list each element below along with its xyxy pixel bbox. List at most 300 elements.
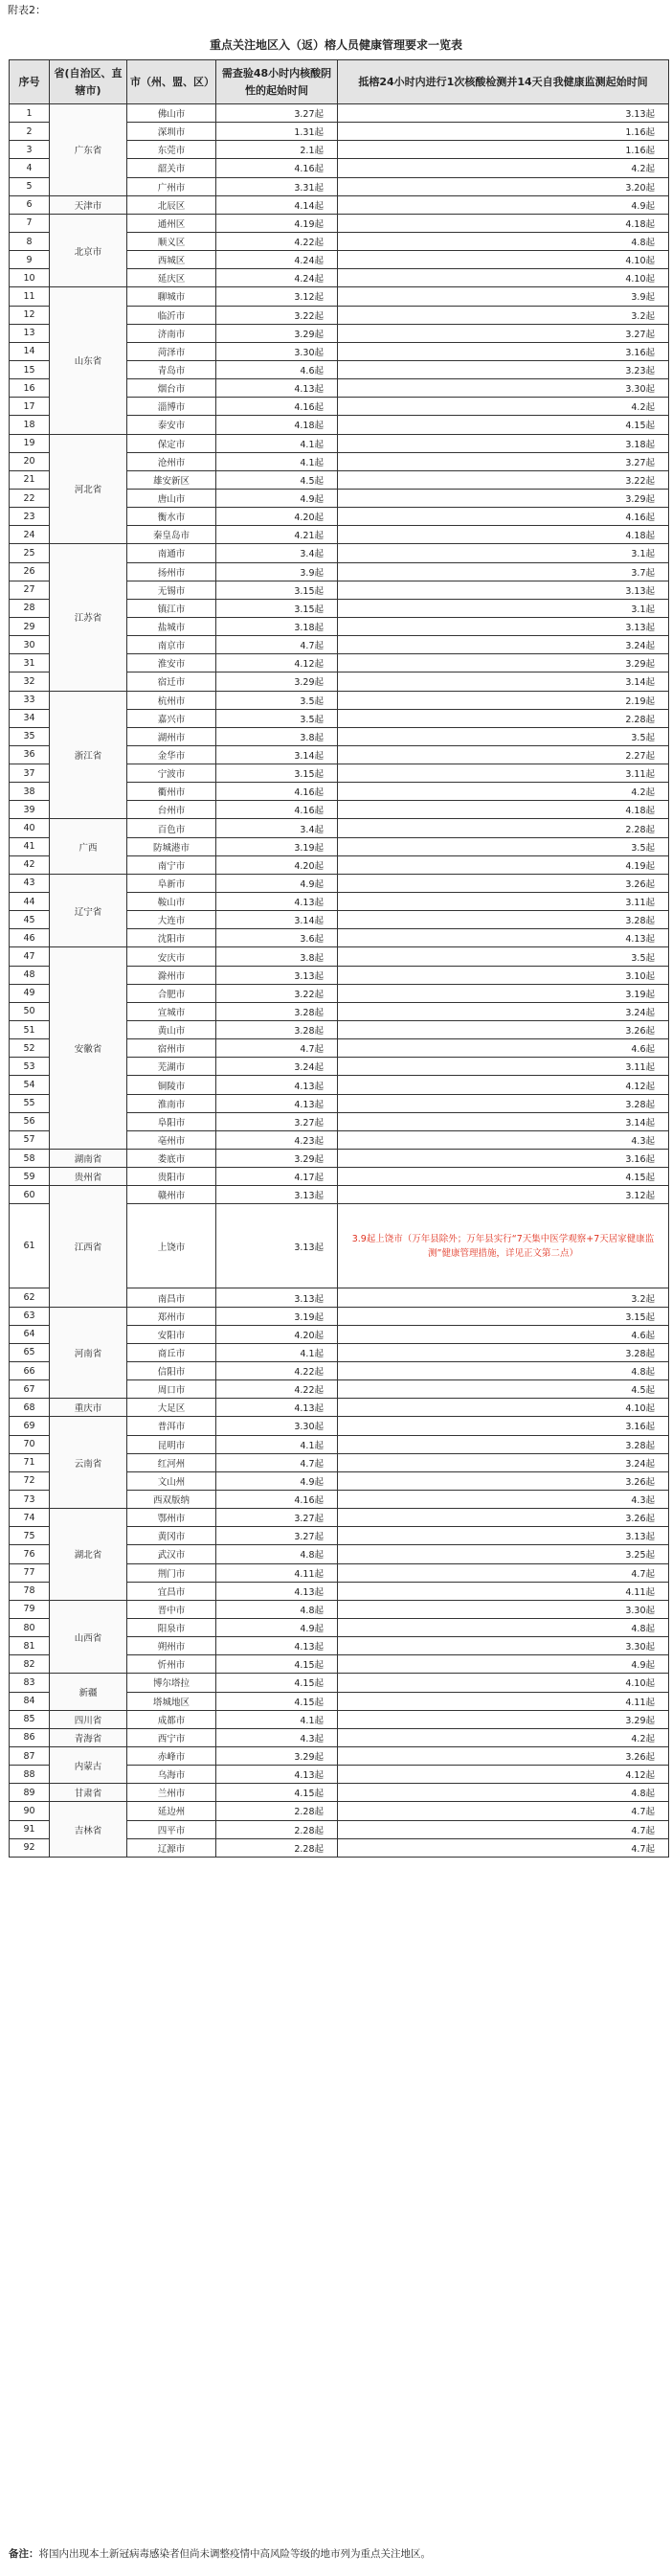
nucleic-test-start-cell: 4.13起: [216, 1094, 338, 1112]
monitoring-start-cell: 4.13起: [338, 929, 669, 947]
row-number: 66: [10, 1362, 50, 1380]
row-number: 45: [10, 911, 50, 929]
city-cell: 保定市: [127, 434, 216, 452]
nucleic-test-start-cell: 3.24起: [216, 1058, 338, 1076]
row-number: 28: [10, 599, 50, 617]
nucleic-test-start-cell: 4.14起: [216, 195, 338, 214]
monitoring-start-cell: 4.6起: [338, 1325, 669, 1343]
city-cell: 安阳市: [127, 1325, 216, 1343]
monitoring-start-cell: 3.20起: [338, 177, 669, 195]
monitoring-start-cell: 4.16起: [338, 508, 669, 526]
row-number: 16: [10, 379, 50, 398]
city-cell: 朔州市: [127, 1637, 216, 1655]
monitoring-start-cell: 4.7起: [338, 1838, 669, 1857]
monitoring-start-cell: 3.18起: [338, 434, 669, 452]
monitoring-start-cell: 1.16起: [338, 123, 669, 141]
row-number: 60: [10, 1186, 50, 1204]
city-cell: 辽源市: [127, 1838, 216, 1857]
nucleic-test-start-cell: 4.16起: [216, 801, 338, 819]
row-number: 58: [10, 1150, 50, 1168]
nucleic-test-start-cell: 4.13起: [216, 1637, 338, 1655]
city-cell: 文山州: [127, 1471, 216, 1490]
city-cell: 聊城市: [127, 287, 216, 306]
province-cell: 新疆: [50, 1674, 127, 1710]
monitoring-start-cell: 3.29起: [338, 1710, 669, 1728]
row-number: 38: [10, 783, 50, 801]
monitoring-start-cell: 3.16起: [338, 1417, 669, 1435]
header-province: 省(自治区、直辖市): [50, 60, 127, 104]
nucleic-test-start-cell: 3.30起: [216, 342, 338, 360]
monitoring-start-cell: 4.18起: [338, 801, 669, 819]
row-number: 91: [10, 1820, 50, 1838]
province-cell: 湖南省: [50, 1150, 127, 1168]
city-cell: 淮安市: [127, 654, 216, 672]
city-cell: 乌海市: [127, 1766, 216, 1784]
monitoring-start-cell: 2.28起: [338, 709, 669, 727]
nucleic-test-start-cell: 4.15起: [216, 1692, 338, 1710]
nucleic-test-start-cell: 3.27起: [216, 1527, 338, 1545]
monitoring-start-cell: 3.13起: [338, 581, 669, 599]
monitoring-start-cell: 1.16起: [338, 141, 669, 159]
row-number: 83: [10, 1674, 50, 1692]
city-cell: 赤峰市: [127, 1746, 216, 1765]
table-row: [10, 1417, 669, 1435]
note-label: 备注：: [9, 2548, 39, 2560]
nucleic-test-start-cell: 4.8起: [216, 1600, 338, 1618]
row-number: 77: [10, 1563, 50, 1582]
city-cell: 阜阳市: [127, 1112, 216, 1130]
health-requirements-table: [9, 59, 669, 1858]
table-row: [10, 1728, 669, 1746]
city-cell: 信阳市: [127, 1362, 216, 1380]
province-cell: 河南省: [50, 1307, 127, 1399]
monitoring-start-cell: 3.29起: [338, 489, 669, 507]
row-number: 72: [10, 1471, 50, 1490]
monitoring-start-cell: 3.29起: [338, 654, 669, 672]
table-row: [10, 214, 669, 232]
nucleic-test-start-cell: 3.27起: [216, 1509, 338, 1527]
nucleic-test-start-cell: 3.19起: [216, 837, 338, 855]
monitoring-start-cell: 3.13起: [338, 617, 669, 635]
city-cell: 无锡市: [127, 581, 216, 599]
city-cell: 扬州市: [127, 562, 216, 581]
nucleic-test-start-cell: 4.5起: [216, 470, 338, 489]
monitoring-start-cell: 3.24起: [338, 1002, 669, 1020]
nucleic-test-start-cell: 3.5起: [216, 691, 338, 709]
monitoring-start-cell: 4.7起: [338, 1820, 669, 1838]
row-number: 10: [10, 269, 50, 287]
monitoring-start-cell: 4.7起: [338, 1563, 669, 1582]
table-row: [10, 874, 669, 892]
row-number: 59: [10, 1168, 50, 1186]
row-number: 62: [10, 1288, 50, 1307]
monitoring-start-cell: 4.2起: [338, 783, 669, 801]
row-number: 84: [10, 1692, 50, 1710]
city-cell: 泰安市: [127, 416, 216, 434]
row-number: 75: [10, 1527, 50, 1545]
city-cell: 烟台市: [127, 379, 216, 398]
nucleic-test-start-cell: 3.4起: [216, 544, 338, 562]
row-number: 31: [10, 654, 50, 672]
row-number: 63: [10, 1307, 50, 1325]
row-number: 5: [10, 177, 50, 195]
row-number: 65: [10, 1343, 50, 1361]
row-number: 7: [10, 214, 50, 232]
nucleic-test-start-cell: 3.29起: [216, 1150, 338, 1168]
row-number: 74: [10, 1509, 50, 1527]
row-number: 9: [10, 251, 50, 269]
row-number: 32: [10, 672, 50, 691]
nucleic-test-start-cell: 3.28起: [216, 1021, 338, 1039]
monitoring-start-cell: 3.5起: [338, 837, 669, 855]
nucleic-test-start-cell: 3.27起: [216, 1112, 338, 1130]
monitoring-start-cell: 3.26起: [338, 1509, 669, 1527]
nucleic-test-start-cell: 3.13起: [216, 1186, 338, 1204]
nucleic-test-start-cell: 4.8起: [216, 1545, 338, 1563]
nucleic-test-start-cell: 2.1起: [216, 141, 338, 159]
nucleic-test-start-cell: 4.20起: [216, 1325, 338, 1343]
nucleic-test-start-cell: 3.19起: [216, 1307, 338, 1325]
nucleic-test-start-cell: 3.28起: [216, 1002, 338, 1020]
monitoring-start-cell: 4.18起: [338, 526, 669, 544]
city-cell: 上饶市: [127, 1204, 216, 1288]
nucleic-test-start-cell: 4.9起: [216, 874, 338, 892]
row-number: 23: [10, 508, 50, 526]
nucleic-test-start-cell: 4.6起: [216, 360, 338, 378]
province-cell: 重庆市: [50, 1399, 127, 1417]
row-number: 4: [10, 159, 50, 177]
note-text: 将国内出现本土新冠病毒感染者但尚未调整疫情中高风险等级的地市列为重点关注地区。: [38, 2548, 431, 2560]
row-number: 90: [10, 1802, 50, 1820]
row-number: 12: [10, 306, 50, 324]
monitoring-start-cell: 3.27起: [338, 452, 669, 470]
monitoring-start-cell: 4.5起: [338, 1380, 669, 1399]
header-col-a: 需查验48小时内核酸阴性的起始时间: [216, 60, 338, 104]
monitoring-start-cell: 3.11起: [338, 764, 669, 783]
nucleic-test-start-cell: 3.9起: [216, 562, 338, 581]
city-cell: 南京市: [127, 636, 216, 654]
monitoring-start-cell: 4.2起: [338, 398, 669, 416]
monitoring-start-cell: 3.24起: [338, 636, 669, 654]
nucleic-test-start-cell: 3.8起: [216, 947, 338, 966]
monitoring-start-cell: 2.27起: [338, 745, 669, 764]
table-row: [10, 104, 669, 123]
row-number: 69: [10, 1417, 50, 1435]
city-cell: 大连市: [127, 911, 216, 929]
city-cell: 嘉兴市: [127, 709, 216, 727]
row-number: 24: [10, 526, 50, 544]
row-number: 6: [10, 195, 50, 214]
row-number: 57: [10, 1130, 50, 1149]
province-cell: 河北省: [50, 434, 127, 544]
city-cell: 滁州市: [127, 966, 216, 984]
row-number: 2: [10, 123, 50, 141]
city-cell: 宿州市: [127, 1039, 216, 1058]
row-number: 68: [10, 1399, 50, 1417]
city-cell: 娄底市: [127, 1150, 216, 1168]
row-number: 53: [10, 1058, 50, 1076]
row-number: 64: [10, 1325, 50, 1343]
monitoring-start-cell: 3.15起: [338, 1307, 669, 1325]
nucleic-test-start-cell: 4.16起: [216, 1490, 338, 1508]
row-number: 85: [10, 1710, 50, 1728]
city-cell: 延边州: [127, 1802, 216, 1820]
city-cell: 阳泉市: [127, 1618, 216, 1636]
nucleic-test-start-cell: 4.1起: [216, 452, 338, 470]
monitoring-start-cell: 3.2起: [338, 1288, 669, 1307]
table-title: 重点关注地区入（返）榕人员健康管理要求一览表: [209, 38, 462, 52]
city-cell: 镇江市: [127, 599, 216, 617]
monitoring-start-cell: 2.19起: [338, 691, 669, 709]
monitoring-start-cell: 3.10起: [338, 966, 669, 984]
row-number: 8: [10, 232, 50, 250]
row-number: 34: [10, 709, 50, 727]
city-cell: 铜陵市: [127, 1076, 216, 1094]
nucleic-test-start-cell: 3.31起: [216, 177, 338, 195]
province-cell: 内蒙古: [50, 1746, 127, 1783]
table-row: [10, 947, 669, 966]
row-number: 15: [10, 360, 50, 378]
city-cell: 阜新市: [127, 874, 216, 892]
monitoring-start-cell: 3.28起: [338, 1343, 669, 1361]
nucleic-test-start-cell: 4.1起: [216, 1710, 338, 1728]
city-cell: 菏泽市: [127, 342, 216, 360]
table-row: [10, 691, 669, 709]
province-cell: 安徽省: [50, 947, 127, 1150]
row-number: 44: [10, 893, 50, 911]
nucleic-test-start-cell: 4.7起: [216, 1453, 338, 1471]
monitoring-start-cell: 4.15起: [338, 1168, 669, 1186]
table-row: [10, 1307, 669, 1325]
nucleic-test-start-cell: 4.13起: [216, 893, 338, 911]
row-number: 92: [10, 1838, 50, 1857]
row-number: 27: [10, 581, 50, 599]
row-number: 13: [10, 324, 50, 342]
city-cell: 通州区: [127, 214, 216, 232]
monitoring-start-cell: 3.23起: [338, 360, 669, 378]
monitoring-start-cell: 3.26起: [338, 1471, 669, 1490]
nucleic-test-start-cell: 4.9起: [216, 489, 338, 507]
nucleic-test-start-cell: 4.7起: [216, 1039, 338, 1058]
city-cell: 顺义区: [127, 232, 216, 250]
city-cell: 东莞市: [127, 141, 216, 159]
nucleic-test-start-cell: 3.29起: [216, 324, 338, 342]
monitoring-start-cell: 3.25起: [338, 1545, 669, 1563]
nucleic-test-start-cell: 2.28起: [216, 1820, 338, 1838]
row-number: 76: [10, 1545, 50, 1563]
table-header-row: [10, 60, 669, 104]
row-number: 42: [10, 855, 50, 874]
monitoring-start-cell: 3.22起: [338, 470, 669, 489]
nucleic-test-start-cell: 3.29起: [216, 1746, 338, 1765]
nucleic-test-start-cell: 4.13起: [216, 1766, 338, 1784]
city-cell: 沈阳市: [127, 929, 216, 947]
nucleic-test-start-cell: 3.13起: [216, 1204, 338, 1288]
city-cell: 西宁市: [127, 1728, 216, 1746]
monitoring-start-cell: 3.1起: [338, 599, 669, 617]
nucleic-test-start-cell: 4.13起: [216, 1399, 338, 1417]
monitoring-start-cell: 4.10起: [338, 1399, 669, 1417]
nucleic-test-start-cell: 4.11起: [216, 1563, 338, 1582]
header-col-b: 抵榕24小时内进行1次核酸检测并14天自我健康监测起始时间: [338, 60, 669, 104]
city-cell: 宣城市: [127, 1002, 216, 1020]
monitoring-start-cell: 4.8起: [338, 1784, 669, 1802]
nucleic-test-start-cell: 3.14起: [216, 745, 338, 764]
nucleic-test-start-cell: 3.14起: [216, 911, 338, 929]
nucleic-test-start-cell: 4.3起: [216, 1728, 338, 1746]
nucleic-test-start-cell: 4.24起: [216, 269, 338, 287]
monitoring-start-cell: 3.30起: [338, 379, 669, 398]
province-cell: 浙江省: [50, 691, 127, 819]
monitoring-start-cell: 4.2起: [338, 1728, 669, 1746]
row-number: 61: [10, 1204, 50, 1288]
row-number: 35: [10, 727, 50, 745]
nucleic-test-start-cell: 4.13起: [216, 1076, 338, 1094]
row-number: 3: [10, 141, 50, 159]
city-cell: 芜湖市: [127, 1058, 216, 1076]
nucleic-test-start-cell: 3.15起: [216, 581, 338, 599]
nucleic-test-start-cell: 4.15起: [216, 1655, 338, 1674]
monitoring-start-cell: 3.16起: [338, 342, 669, 360]
city-cell: 韶关市: [127, 159, 216, 177]
monitoring-start-cell: 4.15起: [338, 416, 669, 434]
city-cell: 淄博市: [127, 398, 216, 416]
nucleic-test-start-cell: 3.15起: [216, 599, 338, 617]
table-row: [10, 1710, 669, 1728]
monitoring-start-cell: 4.7起: [338, 1802, 669, 1820]
city-cell: 宜昌市: [127, 1582, 216, 1600]
annex-label: 附表2：: [8, 4, 46, 16]
city-cell: 衢州市: [127, 783, 216, 801]
monitoring-start-cell: 3.1起: [338, 544, 669, 562]
nucleic-test-start-cell: 4.20起: [216, 508, 338, 526]
monitoring-start-cell: 3.27起: [338, 324, 669, 342]
nucleic-test-start-cell: 4.17起: [216, 1168, 338, 1186]
monitoring-start-cell: 3.2起: [338, 306, 669, 324]
nucleic-test-start-cell: 2.28起: [216, 1838, 338, 1857]
monitoring-start-cell: 4.10起: [338, 269, 669, 287]
monitoring-start-cell: 4.6起: [338, 1039, 669, 1058]
row-number: 41: [10, 837, 50, 855]
row-number: 70: [10, 1435, 50, 1453]
city-cell: 荆门市: [127, 1563, 216, 1582]
row-number: 55: [10, 1094, 50, 1112]
nucleic-test-start-cell: 4.16起: [216, 398, 338, 416]
monitoring-start-cell: 3.13起: [338, 1527, 669, 1545]
row-number: 29: [10, 617, 50, 635]
nucleic-test-start-cell: 3.13起: [216, 966, 338, 984]
table-row: [10, 819, 669, 837]
city-cell: 兰州市: [127, 1784, 216, 1802]
nucleic-test-start-cell: 3.8起: [216, 727, 338, 745]
nucleic-test-start-cell: 4.16起: [216, 783, 338, 801]
city-cell: 沧州市: [127, 452, 216, 470]
row-number: 48: [10, 966, 50, 984]
row-number: 17: [10, 398, 50, 416]
row-number: 71: [10, 1453, 50, 1471]
table-row: [10, 1150, 669, 1168]
row-number: 36: [10, 745, 50, 764]
nucleic-test-start-cell: 3.5起: [216, 709, 338, 727]
city-cell: 鄂州市: [127, 1509, 216, 1527]
province-cell: 贵州省: [50, 1168, 127, 1186]
row-number: 39: [10, 801, 50, 819]
city-cell: 安庆市: [127, 947, 216, 966]
row-number: 51: [10, 1021, 50, 1039]
table-row: [10, 544, 669, 562]
nucleic-test-start-cell: 4.22起: [216, 232, 338, 250]
nucleic-test-start-cell: 4.9起: [216, 1471, 338, 1490]
city-cell: 南昌市: [127, 1288, 216, 1307]
city-cell: 亳州市: [127, 1130, 216, 1149]
city-cell: 秦皇岛市: [127, 526, 216, 544]
city-cell: 成都市: [127, 1710, 216, 1728]
monitoring-start-cell: 3.19起: [338, 984, 669, 1002]
monitoring-start-cell: 2.28起: [338, 819, 669, 837]
monitoring-start-cell: 4.3起: [338, 1130, 669, 1149]
province-cell: 甘肃省: [50, 1784, 127, 1802]
table-row: [10, 287, 669, 306]
table-row: [10, 1509, 669, 1527]
monitoring-start-cell: 4.12起: [338, 1766, 669, 1784]
nucleic-test-start-cell: 1.31起: [216, 123, 338, 141]
province-cell: 山东省: [50, 287, 127, 434]
city-cell: 广州市: [127, 177, 216, 195]
city-cell: 雄安新区: [127, 470, 216, 489]
city-cell: 唐山市: [127, 489, 216, 507]
nucleic-test-start-cell: 3.22起: [216, 984, 338, 1002]
province-cell: 广西: [50, 819, 127, 874]
row-number: 49: [10, 984, 50, 1002]
monitoring-start-cell: 3.28起: [338, 911, 669, 929]
row-number: 46: [10, 929, 50, 947]
province-cell: 江苏省: [50, 544, 127, 691]
monitoring-start-cell: 3.26起: [338, 1021, 669, 1039]
city-cell: 合肥市: [127, 984, 216, 1002]
row-number: 73: [10, 1490, 50, 1508]
nucleic-test-start-cell: 2.28起: [216, 1802, 338, 1820]
table-row: [10, 1674, 669, 1692]
city-cell: 北辰区: [127, 195, 216, 214]
province-cell: 吉林省: [50, 1802, 127, 1857]
nucleic-test-start-cell: 4.20起: [216, 855, 338, 874]
monitoring-start-cell: 4.9起: [338, 195, 669, 214]
header-city: 市（州、盟、区）: [127, 60, 216, 104]
monitoring-start-cell: 3.5起: [338, 947, 669, 966]
city-cell: 百色市: [127, 819, 216, 837]
monitoring-start-cell: 3.12起: [338, 1186, 669, 1204]
province-cell: 北京市: [50, 214, 127, 287]
row-number: 54: [10, 1076, 50, 1094]
row-number: 18: [10, 416, 50, 434]
row-number: 26: [10, 562, 50, 581]
nucleic-test-start-cell: 4.16起: [216, 159, 338, 177]
city-cell: 郑州市: [127, 1307, 216, 1325]
row-number: 20: [10, 452, 50, 470]
city-cell: 西城区: [127, 251, 216, 269]
city-cell: 宿迁市: [127, 672, 216, 691]
city-cell: 红河州: [127, 1453, 216, 1471]
city-cell: 淮南市: [127, 1094, 216, 1112]
monitoring-start-cell: 3.30起: [338, 1600, 669, 1618]
nucleic-test-start-cell: 3.13起: [216, 1288, 338, 1307]
table-row: [10, 1802, 669, 1820]
city-cell: 湖州市: [127, 727, 216, 745]
table-row: [10, 1186, 669, 1204]
city-cell: 晋中市: [127, 1600, 216, 1618]
monitoring-start-cell: 3.7起: [338, 562, 669, 581]
province-cell: 辽宁省: [50, 874, 127, 947]
